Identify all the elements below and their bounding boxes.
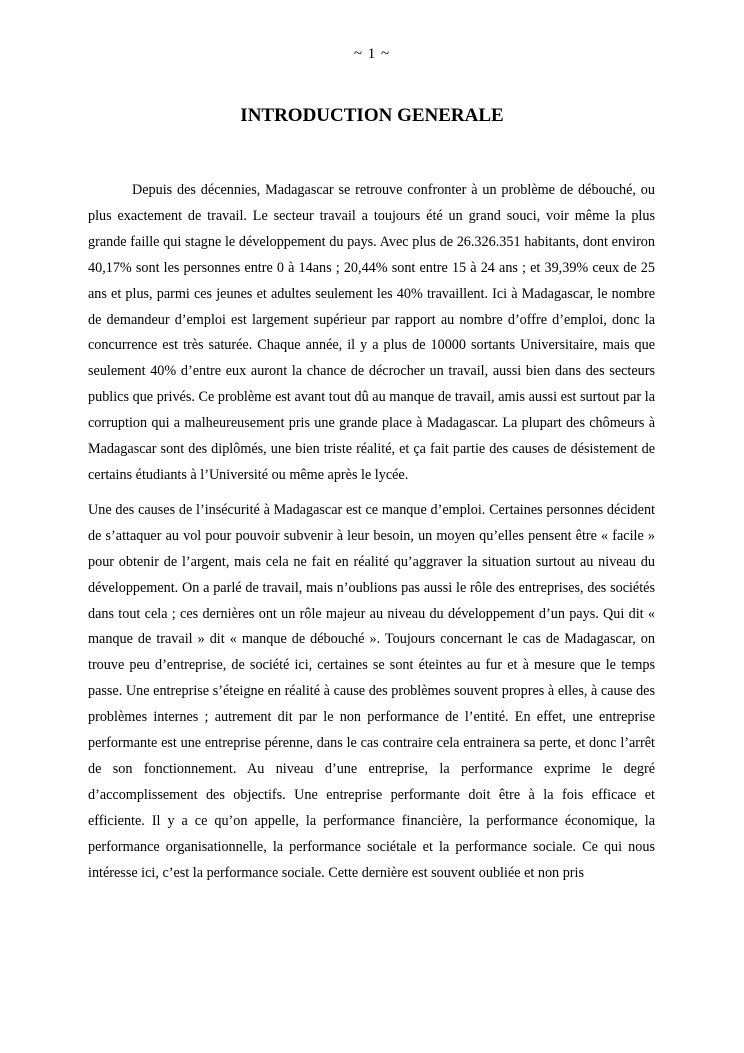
- paragraph-2: Une des causes de l’insécurité à Madagascar est ce manque d’emploi. Certaines personnes décident de s’attaquer au vol pour pouvoir subvenir à leur besoin, un moyen qu’elles pensent être « facile » pour obtenir de l’argent, mais cela ne fait en réalité qu’aggraver la situation surtout au niveau du développement. On a parlé de travail, mais n’oublions pas aussi le rôle des entreprises, des sociétés dans tout cela ; ces dernières ont un rôle majeur au niveau du développement d’un pays. Qui dit « manque de travail » dit « manque de débouché ». Toujours concernant le cas de Madagascar, on trouve peu d’entreprise, de société ici, certaines se sont éteintes au fur et à mesure que le temps passe. Une entreprise s’éteigne en réalité à cause des problèmes souvent propres à elles, à cause des problèmes internes ; autrement dit par le non performance de l’entité. En effet, une entreprise performante est une entreprise pérenne, dans le cas contraire cela entrainera sa perte, et donc l’arrêt de son fonctionnement. Au niveau d’une entreprise, la performance exprime le degré d’accomplissement des objectifs. Une entreprise performante doit être à la fois efficace et efficiente. Il y a ce qu’on appelle, la performance financière, la performance économique, la performance organisationnelle, la performance sociétale et la performance sociale. Ce qui nous intéresse ici, c’est la performance sociale. Cette dernière est souvent oubliée et non pris: [88, 501, 655, 881]
- paragraph-1: Depuis des décennies, Madagascar se retrouve confronter à un problème de débouché, ou plus exactement de travail. Le secteur travail a toujours été un grand souci, voir même la plus grande faille qui stagne le développement du pays. Avec plus de 26.326.351 habitants, dont environ 40,17% sont les personnes entre 0 à 14ans ; 20,44% sont entre 15 à 24 ans ; et 39,39% ceux de 25 ans et plus, parmi ces jeunes et adultes seulement les 40% travaillent. Ici à Madagascar, le nombre de demandeur d’emploi est largement supérieur par rapport au nombre d’offre d’emploi, donc la concurrence est très saturée. Chaque année, il y a plus de 10000 sortants Universitaire, mais que seulement 40% d’entre eux auront la chance de décrocher un travail, aussi bien dans des secteurs publics que privés. Ce problème est avant tout dû au manque de travail, amis aussi est surtout par la corruption qui a malheureusement pris une grande place à Madagascar. La plupart des chômeurs à Madagascar sont des diplômés, une bien triste réalité, et ça fait partie des causes de désistement de certains étudiants à l’Université ou même après le lycée.: [88, 182, 655, 483]
- page-title: INTRODUCTION GENERALE: [240, 105, 504, 126]
- body-text: [88, 178, 655, 886]
- page-number: ~ 1 ~: [353, 46, 391, 62]
